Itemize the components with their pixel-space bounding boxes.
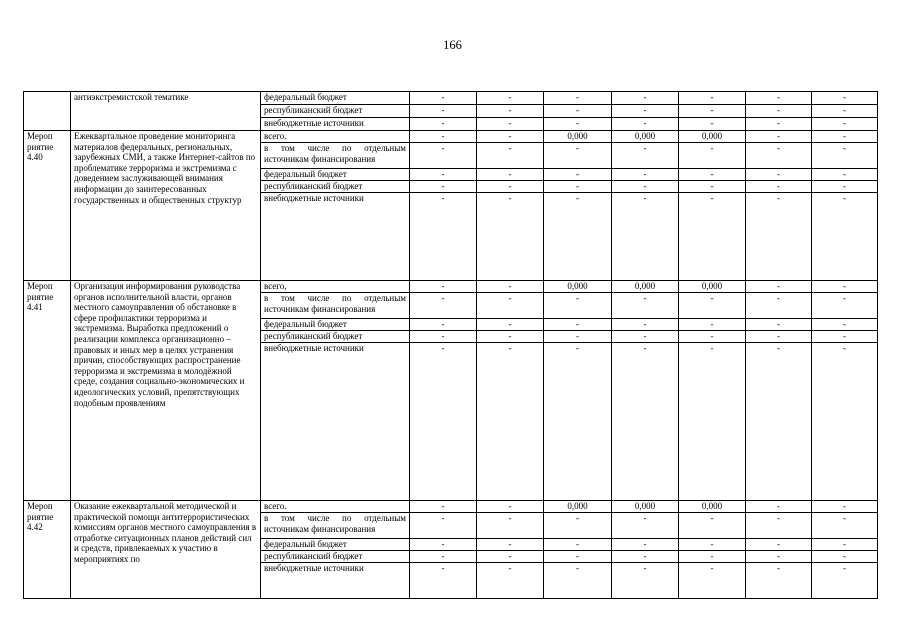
value-cell: - xyxy=(746,143,812,169)
measure-description: антиэкстремистской тематике xyxy=(71,92,261,131)
value-cell: - xyxy=(679,343,746,501)
table-row xyxy=(24,131,878,143)
value-cell: - xyxy=(679,105,746,118)
value-cell: - xyxy=(679,551,746,563)
value-cell: - xyxy=(410,92,477,105)
value-cell: - xyxy=(679,92,746,105)
value-cell: - xyxy=(746,169,812,181)
value-cell: - xyxy=(612,105,679,118)
value-cell: - xyxy=(679,181,746,193)
value-cell: - xyxy=(679,513,746,539)
value-cell: - xyxy=(477,539,544,551)
value-cell: - xyxy=(679,118,746,131)
value-cell: - xyxy=(746,281,812,293)
value-cell: - xyxy=(812,293,878,319)
value-cell: - xyxy=(812,319,878,331)
value-cell: - xyxy=(612,169,679,181)
value-cell: 0,000 xyxy=(612,131,679,143)
source-extra: внебюджетные источники xyxy=(261,343,410,501)
value-cell: - xyxy=(812,501,878,513)
source-republic: республиканский бюджет xyxy=(261,551,410,563)
value-cell: - xyxy=(410,131,477,143)
value-cell: - xyxy=(544,143,612,169)
value-cell: - xyxy=(679,293,746,319)
value-cell: - xyxy=(812,331,878,343)
measure-cell: Мероп риятие 4.42 xyxy=(24,501,71,599)
value-cell: - xyxy=(679,319,746,331)
value-cell: - xyxy=(544,343,612,501)
measure-cell: Мероп риятие 4.41 xyxy=(24,281,71,501)
value-cell: - xyxy=(746,193,812,281)
source-federal: федеральный бюджет xyxy=(261,92,410,105)
value-cell: - xyxy=(544,181,612,193)
value-cell: - xyxy=(746,131,812,143)
value-cell: - xyxy=(612,539,679,551)
value-cell: - xyxy=(812,539,878,551)
value-cell: - xyxy=(812,131,878,143)
value-cell: - xyxy=(544,563,612,599)
value-cell: - xyxy=(612,551,679,563)
value-cell: - xyxy=(746,513,812,539)
value-cell: 0,000 xyxy=(544,281,612,293)
financing-table xyxy=(23,91,878,599)
source-federal: федеральный бюджет xyxy=(261,319,410,331)
value-cell: - xyxy=(612,193,679,281)
value-cell: - xyxy=(679,143,746,169)
value-cell: - xyxy=(410,193,477,281)
value-cell: - xyxy=(812,92,878,105)
value-cell: 0,000 xyxy=(679,501,746,513)
value-cell: - xyxy=(612,343,679,501)
value-cell: - xyxy=(812,169,878,181)
value-cell: - xyxy=(746,105,812,118)
source-incl: в том числе по отдельным источникам финансирования xyxy=(261,513,410,539)
value-cell: - xyxy=(612,319,679,331)
value-cell: - xyxy=(477,331,544,343)
value-cell: 0,000 xyxy=(544,501,612,513)
measure-description: Ежеквартальное проведение мониторинга материалов федеральных, региональных, зарубежных СМИ, а также Интернет-сайтов по проблематике терроризма и экстремизма с доведением заслуживающей внимания информации до заинтересованных государственных и общественных структур xyxy=(71,131,261,281)
source-extra: внебюджетные источники xyxy=(261,193,410,281)
value-cell: - xyxy=(612,143,679,169)
source-republic: республиканский бюджет xyxy=(261,331,410,343)
value-cell: - xyxy=(410,563,477,599)
value-cell: - xyxy=(812,513,878,539)
value-cell: - xyxy=(746,293,812,319)
value-cell: - xyxy=(410,551,477,563)
value-cell: - xyxy=(612,118,679,131)
value-cell: 0,000 xyxy=(612,501,679,513)
source-extra: внебюджетные источники xyxy=(261,118,410,131)
value-cell: - xyxy=(477,131,544,143)
value-cell: - xyxy=(477,118,544,131)
value-cell: - xyxy=(410,331,477,343)
value-cell: - xyxy=(746,501,812,513)
value-cell: - xyxy=(612,563,679,599)
value-cell: - xyxy=(477,92,544,105)
value-cell: - xyxy=(477,293,544,319)
value-cell: - xyxy=(477,181,544,193)
source-extra: внебюджетные источники xyxy=(261,563,410,599)
value-cell: - xyxy=(544,539,612,551)
value-cell: - xyxy=(746,181,812,193)
source-incl: в том числе по отдельным источникам финансирования xyxy=(261,293,410,319)
value-cell: - xyxy=(544,551,612,563)
source-total: всего, xyxy=(261,281,410,293)
table-row xyxy=(24,281,878,293)
value-cell: - xyxy=(612,331,679,343)
value-cell: - xyxy=(410,501,477,513)
value-cell: - xyxy=(544,118,612,131)
measure-description: Оказание ежеквартальной методической и практической помощи антитеррористических комиссиям органов местного самоуправления в отработке ситуационных планов действий сил и средств, привлекаемых к участию в мероприятиях по xyxy=(71,501,261,599)
value-cell: - xyxy=(679,169,746,181)
value-cell: - xyxy=(812,193,878,281)
value-cell: - xyxy=(812,343,878,501)
source-incl: в том числе по отдельным источникам финансирования xyxy=(261,143,410,169)
value-cell: - xyxy=(544,193,612,281)
measure-description: Организация информирования руководства органов исполнительной власти, органов местного самоуправления об обстановке в сфере профилактики терроризма и экстремизма. Выработка предложений о реализации комплекса организационно – правовых и иных мер в целях устранения причин, способствующих распространение терроризма и экстремизма в молодёжной среде, создания социально-экономических и идеологических условий, препятствующих подобным проявлениям xyxy=(71,281,261,501)
value-cell: - xyxy=(746,92,812,105)
value-cell: - xyxy=(410,105,477,118)
value-cell: - xyxy=(679,193,746,281)
value-cell: 0,000 xyxy=(679,281,746,293)
value-cell: - xyxy=(679,563,746,599)
value-cell: - xyxy=(812,105,878,118)
value-cell: - xyxy=(477,281,544,293)
measure-cell xyxy=(24,92,71,131)
value-cell: - xyxy=(544,513,612,539)
value-cell: - xyxy=(410,118,477,131)
value-cell: 0,000 xyxy=(612,281,679,293)
value-cell: - xyxy=(544,293,612,319)
value-cell: - xyxy=(679,539,746,551)
value-cell: - xyxy=(746,331,812,343)
value-cell: - xyxy=(410,539,477,551)
value-cell: - xyxy=(544,319,612,331)
source-total: всего. xyxy=(261,501,410,513)
value-cell: - xyxy=(812,281,878,293)
source-federal: федеральный бюджет xyxy=(261,539,410,551)
source-federal: федеральный бюджет xyxy=(261,169,410,181)
table-row xyxy=(24,92,878,105)
value-cell: - xyxy=(477,193,544,281)
measure-cell: Мероп риятие 4.40 xyxy=(24,131,71,281)
value-cell: - xyxy=(746,118,812,131)
value-cell: - xyxy=(477,551,544,563)
source-republic: республиканский бюджет xyxy=(261,181,410,193)
value-cell: - xyxy=(477,105,544,118)
value-cell: - xyxy=(612,92,679,105)
source-total: всего. xyxy=(261,131,410,143)
value-cell: - xyxy=(410,181,477,193)
table-row xyxy=(24,501,878,513)
value-cell: - xyxy=(746,319,812,331)
value-cell: - xyxy=(612,293,679,319)
value-cell: - xyxy=(746,539,812,551)
value-cell: - xyxy=(544,92,612,105)
value-cell: - xyxy=(812,118,878,131)
value-cell: - xyxy=(410,293,477,319)
value-cell: - xyxy=(812,143,878,169)
value-cell: - xyxy=(812,551,878,563)
value-cell: - xyxy=(477,563,544,599)
value-cell: - xyxy=(410,281,477,293)
value-cell: - xyxy=(544,105,612,118)
value-cell: - xyxy=(477,143,544,169)
value-cell: - xyxy=(812,181,878,193)
value-cell: - xyxy=(544,169,612,181)
value-cell: - xyxy=(746,563,812,599)
value-cell: - xyxy=(410,513,477,539)
value-cell: - xyxy=(746,343,812,501)
value-cell: - xyxy=(477,169,544,181)
value-cell: - xyxy=(544,331,612,343)
value-cell: - xyxy=(612,181,679,193)
value-cell: - xyxy=(812,563,878,599)
source-republic: республиканский бюджет xyxy=(261,105,410,118)
page-number: 166 xyxy=(443,38,462,52)
value-cell: - xyxy=(477,319,544,331)
value-cell: - xyxy=(410,343,477,501)
value-cell: - xyxy=(410,143,477,169)
value-cell: - xyxy=(410,169,477,181)
value-cell: - xyxy=(410,319,477,331)
value-cell: - xyxy=(477,513,544,539)
value-cell: - xyxy=(477,343,544,501)
value-cell: - xyxy=(477,501,544,513)
value-cell: - xyxy=(746,551,812,563)
value-cell: - xyxy=(679,331,746,343)
value-cell: - xyxy=(612,513,679,539)
value-cell: 0,000 xyxy=(679,131,746,143)
value-cell: 0,000 xyxy=(544,131,612,143)
